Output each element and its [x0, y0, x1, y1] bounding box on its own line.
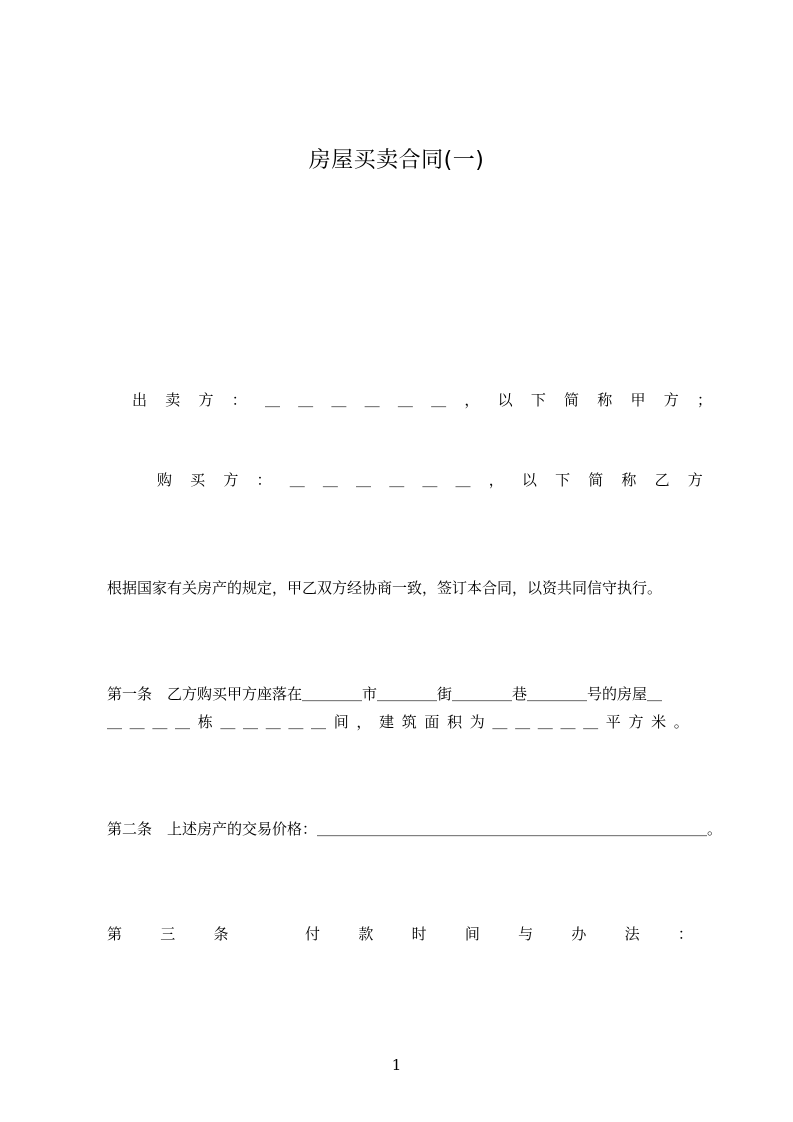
article-1-line-2-char: 栋: [197, 713, 213, 731]
buyer-line-char: ＿: [322, 471, 338, 489]
seller-line-char: ＿: [331, 391, 347, 409]
buyer-line-char: ，: [488, 471, 504, 489]
seller-line-char: 卖: [165, 391, 181, 409]
article-1-line-2-char: ＿: [265, 713, 281, 731]
seller-line-char: 出: [132, 391, 148, 409]
buyer-line-char: 购: [157, 471, 173, 489]
seller-line-char: ，: [464, 391, 480, 409]
article-1-line-2-char: ＿: [311, 713, 327, 731]
buyer-line-char: 买: [190, 471, 206, 489]
article-1-line-2-char: 间: [333, 713, 349, 731]
buyer-line-char: 乙: [654, 471, 670, 489]
seller-line-char: 方: [663, 391, 679, 409]
article-1-line-2-char: ＿: [492, 713, 508, 731]
article-1-line-2-char: 米: [651, 713, 667, 731]
article-1-line-2-char: ＿: [243, 713, 259, 731]
seller-line-char: ＿: [431, 391, 447, 409]
buyer-line-char: 称: [621, 471, 637, 489]
article-3-heading-char: 时: [411, 925, 427, 943]
article-3-heading-char: 条: [213, 925, 229, 943]
seller-line: [132, 389, 712, 410]
article-1-line-2-char: ，: [356, 713, 372, 731]
article-1-line-2-char: 筑: [401, 713, 417, 731]
article-3-heading-char: 三: [160, 925, 176, 943]
article-3-heading-char: ：: [677, 925, 693, 943]
article-1-line-2-char: 建: [379, 713, 395, 731]
article-3-heading-char: 与: [518, 925, 534, 943]
article-1-line-2-char: 积: [447, 713, 463, 731]
buyer-line-char: 方: [687, 471, 703, 489]
buyer-line: [157, 469, 703, 490]
article-2-paragraph: 第二条 上述房产的交易价格：＿＿＿＿＿＿＿＿＿＿＿＿＿＿＿＿＿＿＿＿＿＿＿＿＿＿。: [107, 820, 723, 838]
buyer-line-char: ＿: [289, 471, 305, 489]
buyer-line-char: 方: [223, 471, 239, 489]
article-3-heading-char: 办: [571, 925, 587, 943]
seller-line-char: ＿: [364, 391, 380, 409]
seller-line-char: ：: [231, 391, 247, 409]
preamble-paragraph: 根据国家有关房产的规定，甲乙双方经协商一致，签订本合同，以资共同信守执行。: [107, 579, 663, 597]
article-1-line-2-char: ＿: [537, 713, 553, 731]
buyer-line-char: 以: [521, 471, 537, 489]
seller-line-char: 甲: [630, 391, 646, 409]
page-number: 1: [391, 1056, 402, 1074]
article-3-heading-char: 间: [464, 925, 480, 943]
article-1-line-2-char: 方: [628, 713, 644, 731]
buyer-line-char: ＿: [422, 471, 438, 489]
seller-line-char: ＿: [264, 391, 280, 409]
buyer-line-char: ：: [256, 471, 272, 489]
article-3-heading: [107, 923, 693, 944]
article-1-line-2-char: ＿: [129, 713, 145, 731]
article-1-line-2-char: ＿: [175, 713, 191, 731]
buyer-line-char: 简: [588, 471, 604, 489]
article-3-heading-char: 第: [107, 925, 123, 943]
article-3-heading-char: 付: [305, 925, 321, 943]
article-3-heading-char: 法: [624, 925, 640, 943]
article-1-line-2-char: ＿: [515, 713, 531, 731]
contract-title: 房屋买卖合同(一): [308, 148, 485, 173]
article-1-line-2-char: 。: [673, 713, 689, 731]
buyer-line-char: ＿: [389, 471, 405, 489]
article-1-line-2-char: ＿: [220, 713, 236, 731]
article-1-line-2-char: ＿: [560, 713, 576, 731]
buyer-line-char: 下: [555, 471, 571, 489]
seller-line-char: 下: [530, 391, 546, 409]
article-1-line-2-char: ＿: [583, 713, 599, 731]
seller-line-char: 以: [497, 391, 513, 409]
buyer-line-char: ＿: [356, 471, 372, 489]
seller-line-char: ＿: [397, 391, 413, 409]
seller-line-char: ＿: [298, 391, 314, 409]
article-1-line-2: [107, 711, 689, 732]
article-1-line-2-char: 平: [605, 713, 621, 731]
seller-line-char: 称: [597, 391, 613, 409]
seller-line-char: 方: [198, 391, 214, 409]
article-1-line-2-char: ＿: [152, 713, 168, 731]
seller-line-char: 简: [564, 391, 580, 409]
article-1-line-2-char: ＿: [288, 713, 304, 731]
seller-line-char: ；: [696, 391, 712, 409]
article-1-line-2-char: 为: [469, 713, 485, 731]
article-1-line-2-char: 面: [424, 713, 440, 731]
article-3-heading-char: 款: [358, 925, 374, 943]
buyer-line-char: ＿: [455, 471, 471, 489]
article-1-line-2-char: ＿: [107, 713, 123, 731]
article-1-line-1: 第一条 乙方购买甲方座落在＿＿＿＿市＿＿＿＿街＿＿＿＿巷＿＿＿＿号的房屋＿: [107, 685, 663, 703]
